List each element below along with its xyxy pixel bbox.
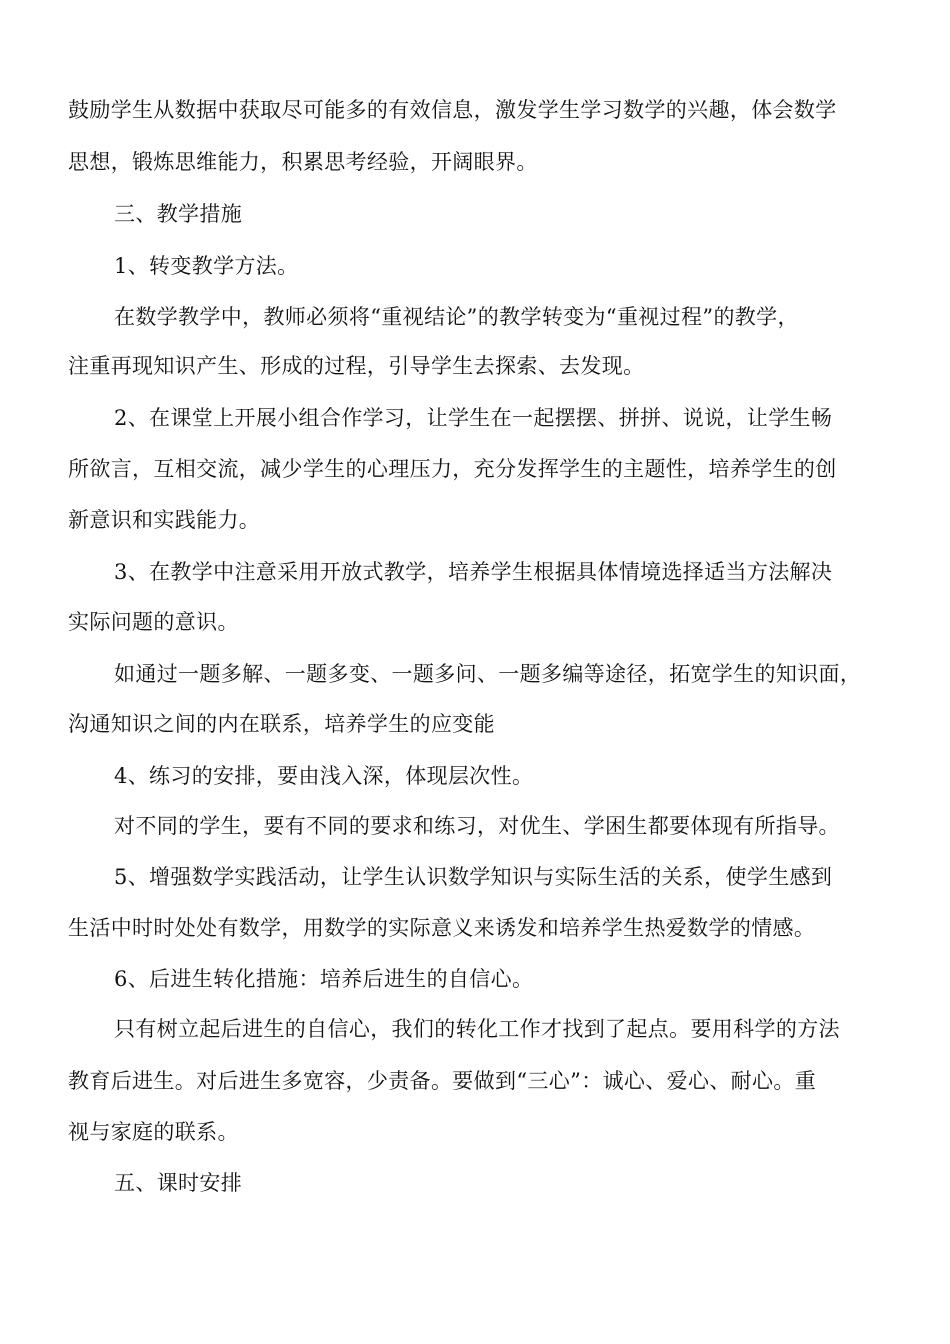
- section-heading-class-schedule: 五、课时安排: [114, 1171, 243, 1195]
- section-heading-teaching-measures: 三、教学措施: [114, 202, 243, 226]
- text-line: 如通过一题多解、一题多变、一题多问、一题多编等途径，拓宽学生的知识面，: [114, 662, 862, 686]
- item-5-line: 5、增强数学实践活动，让学生认识数学知识与实际生活的关系，使学生感到: [114, 865, 833, 889]
- item-6-line: 6、后进生转化措施：培养后进生的自信心。: [114, 967, 534, 991]
- item-4-line: 4、练习的安排，要由浅入深，体现层次性。: [114, 764, 534, 788]
- text-line: 视与家庭的联系。: [68, 1120, 239, 1144]
- text-line: 思想，锻炼思维能力，积累思考经验，开阔眼界。: [68, 150, 538, 174]
- text-line: 对不同的学生，要有不同的要求和练习，对优生、学困生都要体现有所指导。: [114, 814, 840, 838]
- item-heading-1: 1、转变教学方法。: [114, 254, 299, 278]
- text-line: 注重再现知识产生、形成的过程，引导学生去探索、去发现。: [68, 354, 645, 378]
- text-line: 只有树立起后进生的自信心，我们的转化工作才找到了起点。要用科学的方法: [114, 1017, 840, 1041]
- text-line: 实际问题的意识。: [68, 610, 239, 634]
- text-line: 沟通知识之间的内在联系，培养学生的应变能: [68, 712, 495, 736]
- text-line: 所欲言，互相交流，减少学生的心理压力，充分发挥学生的主题性，培养学生的创: [68, 457, 837, 481]
- text-line: 新意识和实践能力。: [68, 508, 261, 532]
- text-line: 鼓励学生从数据中获取尽可能多的有效信息，激发学生学习数学的兴趣，体会数学: [68, 98, 837, 122]
- item-3-line: 3、在教学中注意采用开放式教学，培养学生根据具体情境选择适当方法解决: [114, 560, 833, 584]
- item-2-line: 2、在课堂上开展小组合作学习，让学生在一起摆摆、拼拼、说说，让学生畅: [114, 406, 833, 430]
- text-line: 生活中时时处处有数学，用数学的实际意义来诱发和培养学生热爱数学的情感。: [68, 916, 816, 940]
- text-line: 教育后进生。对后进生多宽容，少责备。要做到“三心”：诚心、爱心、耐心。重: [68, 1069, 817, 1093]
- text-line: 在数学教学中，教师必须将“重视结论”的教学转变为“重视过程”的教学，: [114, 305, 799, 329]
